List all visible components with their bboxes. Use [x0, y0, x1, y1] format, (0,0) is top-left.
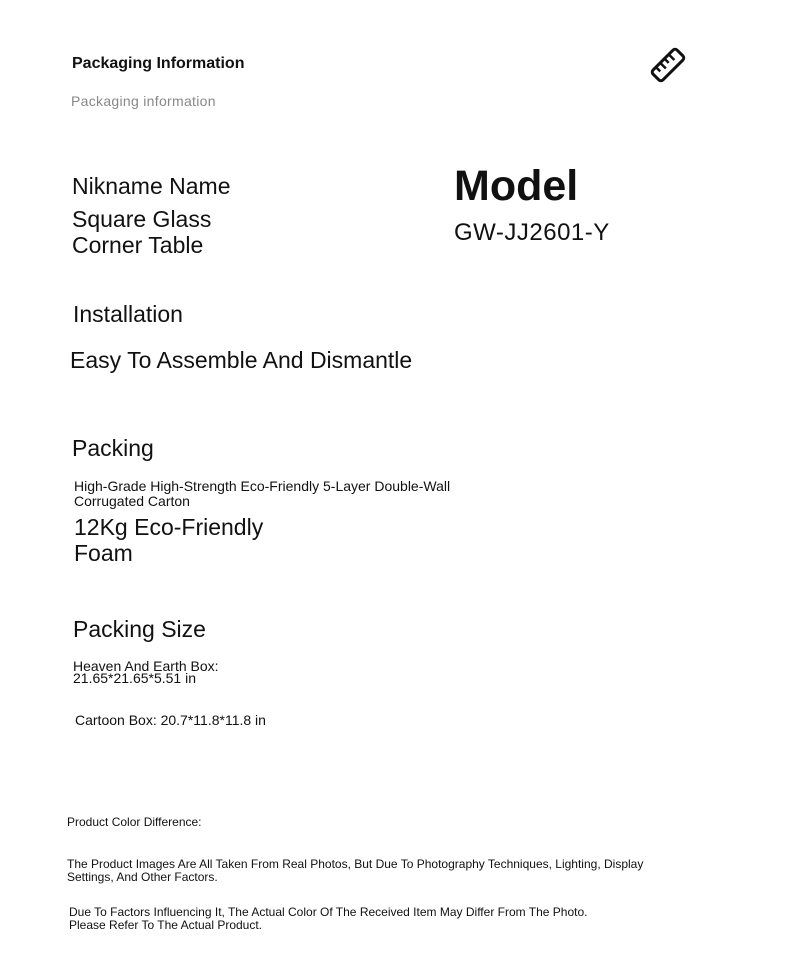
model-label: Model — [454, 162, 579, 210]
name-value-line1: Square Glass — [72, 206, 212, 232]
model-value: GW-JJ2601-Y — [454, 219, 610, 246]
color-note-para2-line2: Please Refer To The Actual Product. — [69, 918, 263, 932]
installation-label: Installation — [73, 301, 183, 327]
color-note-para2-line1: Due To Factors Influencing It, The Actual Color Of The Received Item May Differ From The Photo. — [69, 905, 588, 919]
color-note-para1-line2: Settings, And Other Factors. — [67, 870, 218, 884]
page-title: Packaging Information — [72, 55, 245, 72]
page-subtitle: Packaging information — [71, 93, 216, 109]
packing-weight-line1: 12Kg Eco-Friendly — [74, 514, 264, 540]
installation-value: Easy To Assemble And Dismantle — [70, 347, 413, 373]
color-note-para1-line1: The Product Images Are All Taken From Real Photos, But Due To Photography Techniques, Lighting, Display — [67, 857, 644, 871]
packing-weight-line2: Foam — [74, 540, 133, 566]
packing-desc-line1: High-Grade High-Strength Eco-Friendly 5-Layer Double-Wall — [74, 478, 451, 494]
ruler-icon — [648, 46, 688, 84]
packing-size-label: Packing Size — [73, 616, 206, 642]
packing-label: Packing — [72, 435, 154, 461]
name-value-line2: Corner Table — [72, 232, 204, 258]
name-label: Nikname Name — [72, 173, 231, 199]
color-difference-heading: Product Color Difference: — [67, 815, 202, 829]
packing-desc-line2: Corrugated Carton — [74, 493, 190, 509]
carton-box-size: Cartoon Box: 20.7*11.8*11.8 in — [75, 712, 266, 728]
heaven-earth-box-line2: 21.65*21.65*5.51 in — [73, 670, 196, 686]
heaven-earth-box-line1: Heaven And Earth Box: — [73, 658, 219, 674]
